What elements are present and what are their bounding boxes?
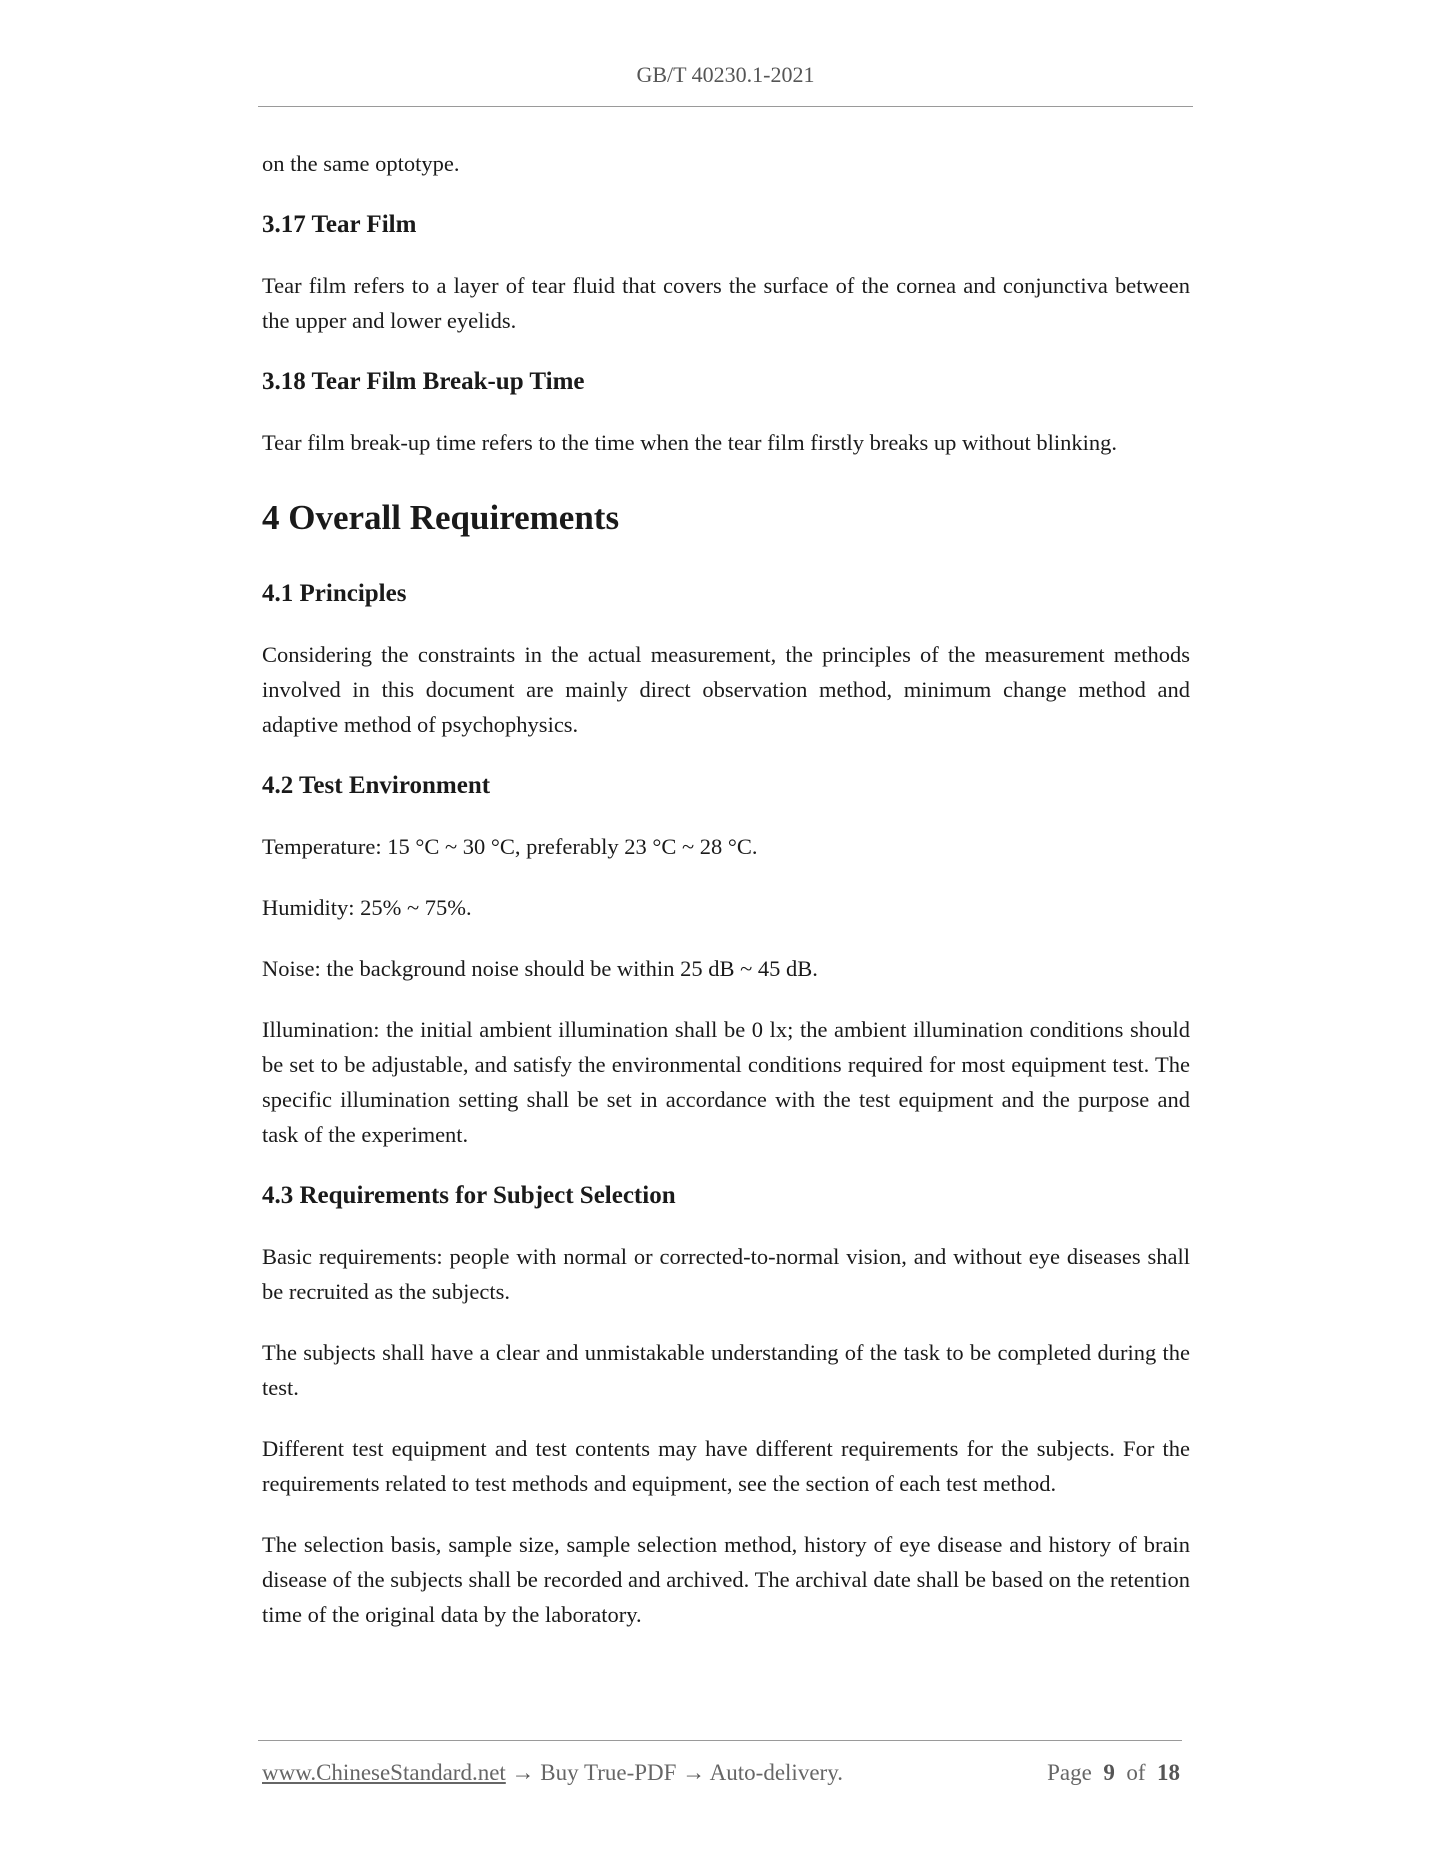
page-number: 9 (1103, 1760, 1115, 1785)
buy-true-pdf-text: Buy True-PDF (540, 1760, 677, 1785)
page-content (262, 146, 1190, 1632)
principles-paragraph: Considering the constraints in the actual measurement, the principles of the measurement methods involved in this document are mainly direct observation method, minimum change method and adaptive method of psychophysics. (262, 642, 1190, 737)
basic-requirements-paragraph: Basic requirements: people with normal or corrected-to-normal vision, and without eye diseases shall be recruited as the subjects. (262, 1244, 1190, 1304)
heading-4-2: 4.2 Test Environment (262, 772, 491, 799)
noise-paragraph: Noise: the background noise should be within 25 dB ~ 45 dB. (262, 956, 818, 981)
arrow-right-icon: → (682, 1760, 706, 1785)
header-divider (258, 106, 1193, 107)
of-label: of (1126, 1760, 1146, 1785)
task-understanding-paragraph: The subjects shall have a clear and unmistakable understanding of the task to be completed during the test. (262, 1340, 1190, 1400)
heading-3-17: 3.17 Tear Film (262, 211, 417, 238)
heading-4-1: 4.1 Principles (262, 580, 407, 607)
continued-paragraph: on the same optotype. (262, 151, 460, 176)
heading-3-18: 3.18 Tear Film Break-up Time (262, 368, 585, 395)
auto-delivery-text: Auto-delivery. (709, 1760, 843, 1785)
footer-divider (258, 1740, 1182, 1741)
illumination-paragraph: Illumination: the initial ambient illumination shall be 0 lx; the ambient illumination conditions should be set to be adjustable, and satisfy the environmental conditions required for most equipment test. The specific illumination setting shall be set in accordance with the test equipment and the purpose and task of the experiment. (262, 1017, 1190, 1147)
selection-basis-paragraph: The selection basis, sample size, sample selection method, history of eye disease and history of brain disease of the subjects shall be recorded and archived. The archival date shall be based on the retention time of the original data by the laboratory. (262, 1532, 1190, 1627)
temperature-paragraph: Temperature: 15 °C ~ 30 °C, preferably 23 °C ~ 28 °C. (262, 834, 758, 859)
page-footer (262, 1757, 1180, 1789)
equipment-requirements-paragraph: Different test equipment and test contents may have different requirements for the subjects. For the requirements related to test methods and equipment, see the section of each test method. (262, 1436, 1190, 1496)
heading-4-3: 4.3 Requirements for Subject Selection (262, 1182, 676, 1209)
heading-section-4: 4 Overall Requirements (262, 498, 620, 537)
tear-film-definition: Tear film refers to a layer of tear fluid that covers the surface of the cornea and conjunctiva between the upper and lower eyelids. (262, 273, 1190, 333)
humidity-paragraph: Humidity: 25% ~ 75%. (262, 895, 472, 920)
break-up-time-definition: Tear film break-up time refers to the time when the tear film firstly breaks up without blinking. (262, 430, 1118, 455)
page-label: Page (1047, 1760, 1092, 1785)
page-indicator (1047, 1757, 1180, 1789)
document-code-header: GB/T 40230.1-2021 (636, 62, 815, 87)
page-total: 18 (1157, 1760, 1180, 1785)
chinesestandard-link[interactable]: www.ChineseStandard.net (262, 1760, 506, 1785)
arrow-right-icon: → (511, 1760, 535, 1785)
